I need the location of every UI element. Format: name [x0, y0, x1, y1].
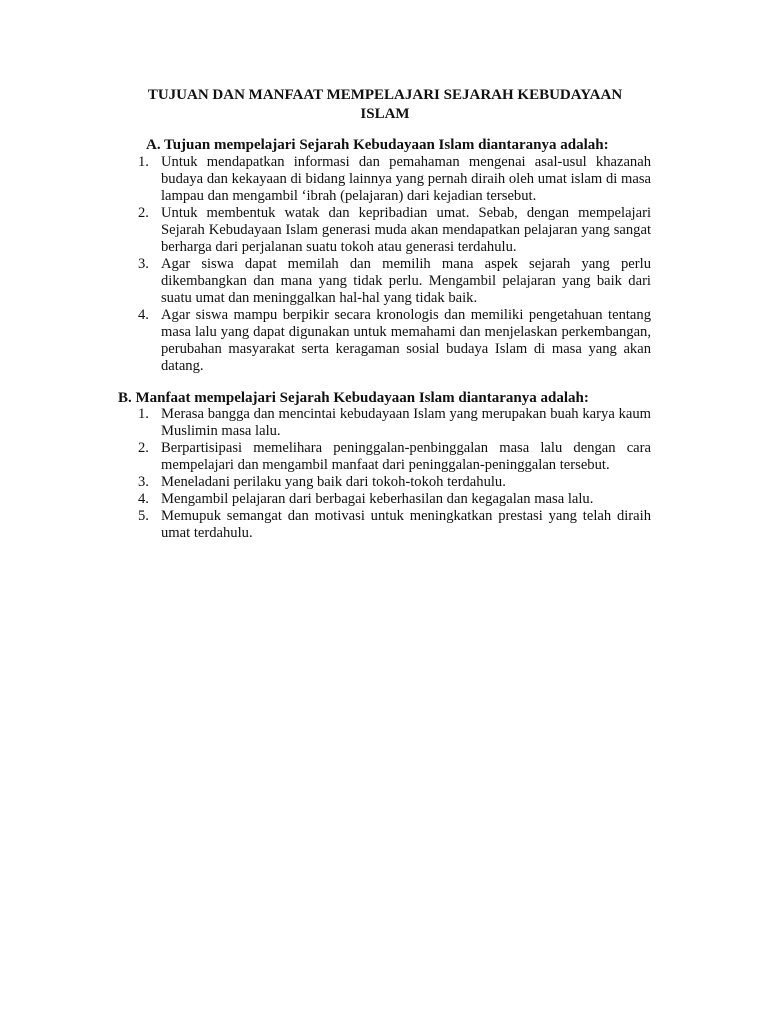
- title-line-1: TUJUAN DAN MANFAAT MEMPELAJARI SEJARAH KEBUDAYAAN: [147, 87, 623, 103]
- section-b-heading: B. Manfaat mempelajari Sejarah Kebudayaan Islam diantaranya adalah:: [118, 390, 589, 406]
- list-item: [138, 307, 651, 375]
- item-text: Agar siswa mampu berpikir secara kronologis dan memiliki pengetahuan tentang masa lalu yang dapat digunakan untuk memahami dan menjelaskan perkembangan, perubahan masyarakat serta keragaman sosial budaya Islam di masa yang akan datang.: [161, 307, 651, 374]
- item-text: Memupuk semangat dan motivasi untuk meningkatkan prestasi yang telah diraih umat terdahulu.: [161, 508, 651, 541]
- list-item: [138, 474, 651, 491]
- item-number: 2.: [138, 205, 149, 221]
- list-item: [138, 205, 651, 256]
- item-number: 3.: [138, 256, 149, 272]
- list-item: [138, 440, 651, 474]
- list-item: [138, 406, 651, 440]
- item-number: 1.: [138, 154, 149, 170]
- item-number: 2.: [138, 440, 149, 456]
- list-item: [138, 508, 651, 542]
- item-number: 4.: [138, 307, 149, 323]
- item-number: 3.: [138, 474, 149, 490]
- item-text: Berpartisipasi memelihara peninggalan-penbinggalan masa lalu dengan cara mempelajari dan mengambil manfaat dari peninggalan-peninggalan tersebut.: [161, 440, 651, 473]
- item-text: Untuk membentuk watak dan kepribadian umat. Sebab, dengan mempelajari Sejarah Kebudayaan Islam generasi muda akan mendapatkan pelajaran yang sangat berharga dari perjalanan suatu tokoh atau generasi terdahulu.: [161, 205, 651, 255]
- item-number: 4.: [138, 491, 149, 507]
- item-text: Meneladani perilaku yang baik dari tokoh-tokoh terdahulu.: [161, 474, 506, 490]
- item-number: 1.: [138, 406, 149, 422]
- list-item: [138, 256, 651, 307]
- section-b-list: [138, 406, 651, 542]
- document-title: [118, 86, 652, 124]
- list-item: [138, 491, 651, 508]
- list-item: [138, 154, 651, 205]
- section-a-list: [138, 154, 651, 375]
- item-text: Agar siswa dapat memilah dan memilih mana aspek sejarah yang perlu dikembangkan dan mana yang tidak perlu. Mengambil pelajaran yang baik dari suatu umat dan meninggalkan hal-hal yang tidak baik.: [161, 256, 651, 306]
- item-number: 5.: [138, 508, 149, 524]
- item-text: Merasa bangga dan mencintai kebudayaan Islam yang merupakan buah karya kaum Muslimin masa lalu.: [161, 406, 651, 439]
- item-text: Mengambil pelajaran dari berbagai keberhasilan dan kegagalan masa lalu.: [161, 491, 594, 507]
- item-text: Untuk mendapatkan informasi dan pemahaman mengenai asal-usul khazanah budaya dan kekayaan di bidang lainnya yang pernah diraih oleh umat islam di masa lampau dan mengambil ‘ibrah (pelajaran) dari kejadian tersebut.: [161, 154, 651, 204]
- title-line-2: ISLAM: [360, 106, 410, 122]
- section-a-heading: A. Tujuan mempelajari Sejarah Kebudayaan Islam diantaranya adalah:: [146, 137, 609, 153]
